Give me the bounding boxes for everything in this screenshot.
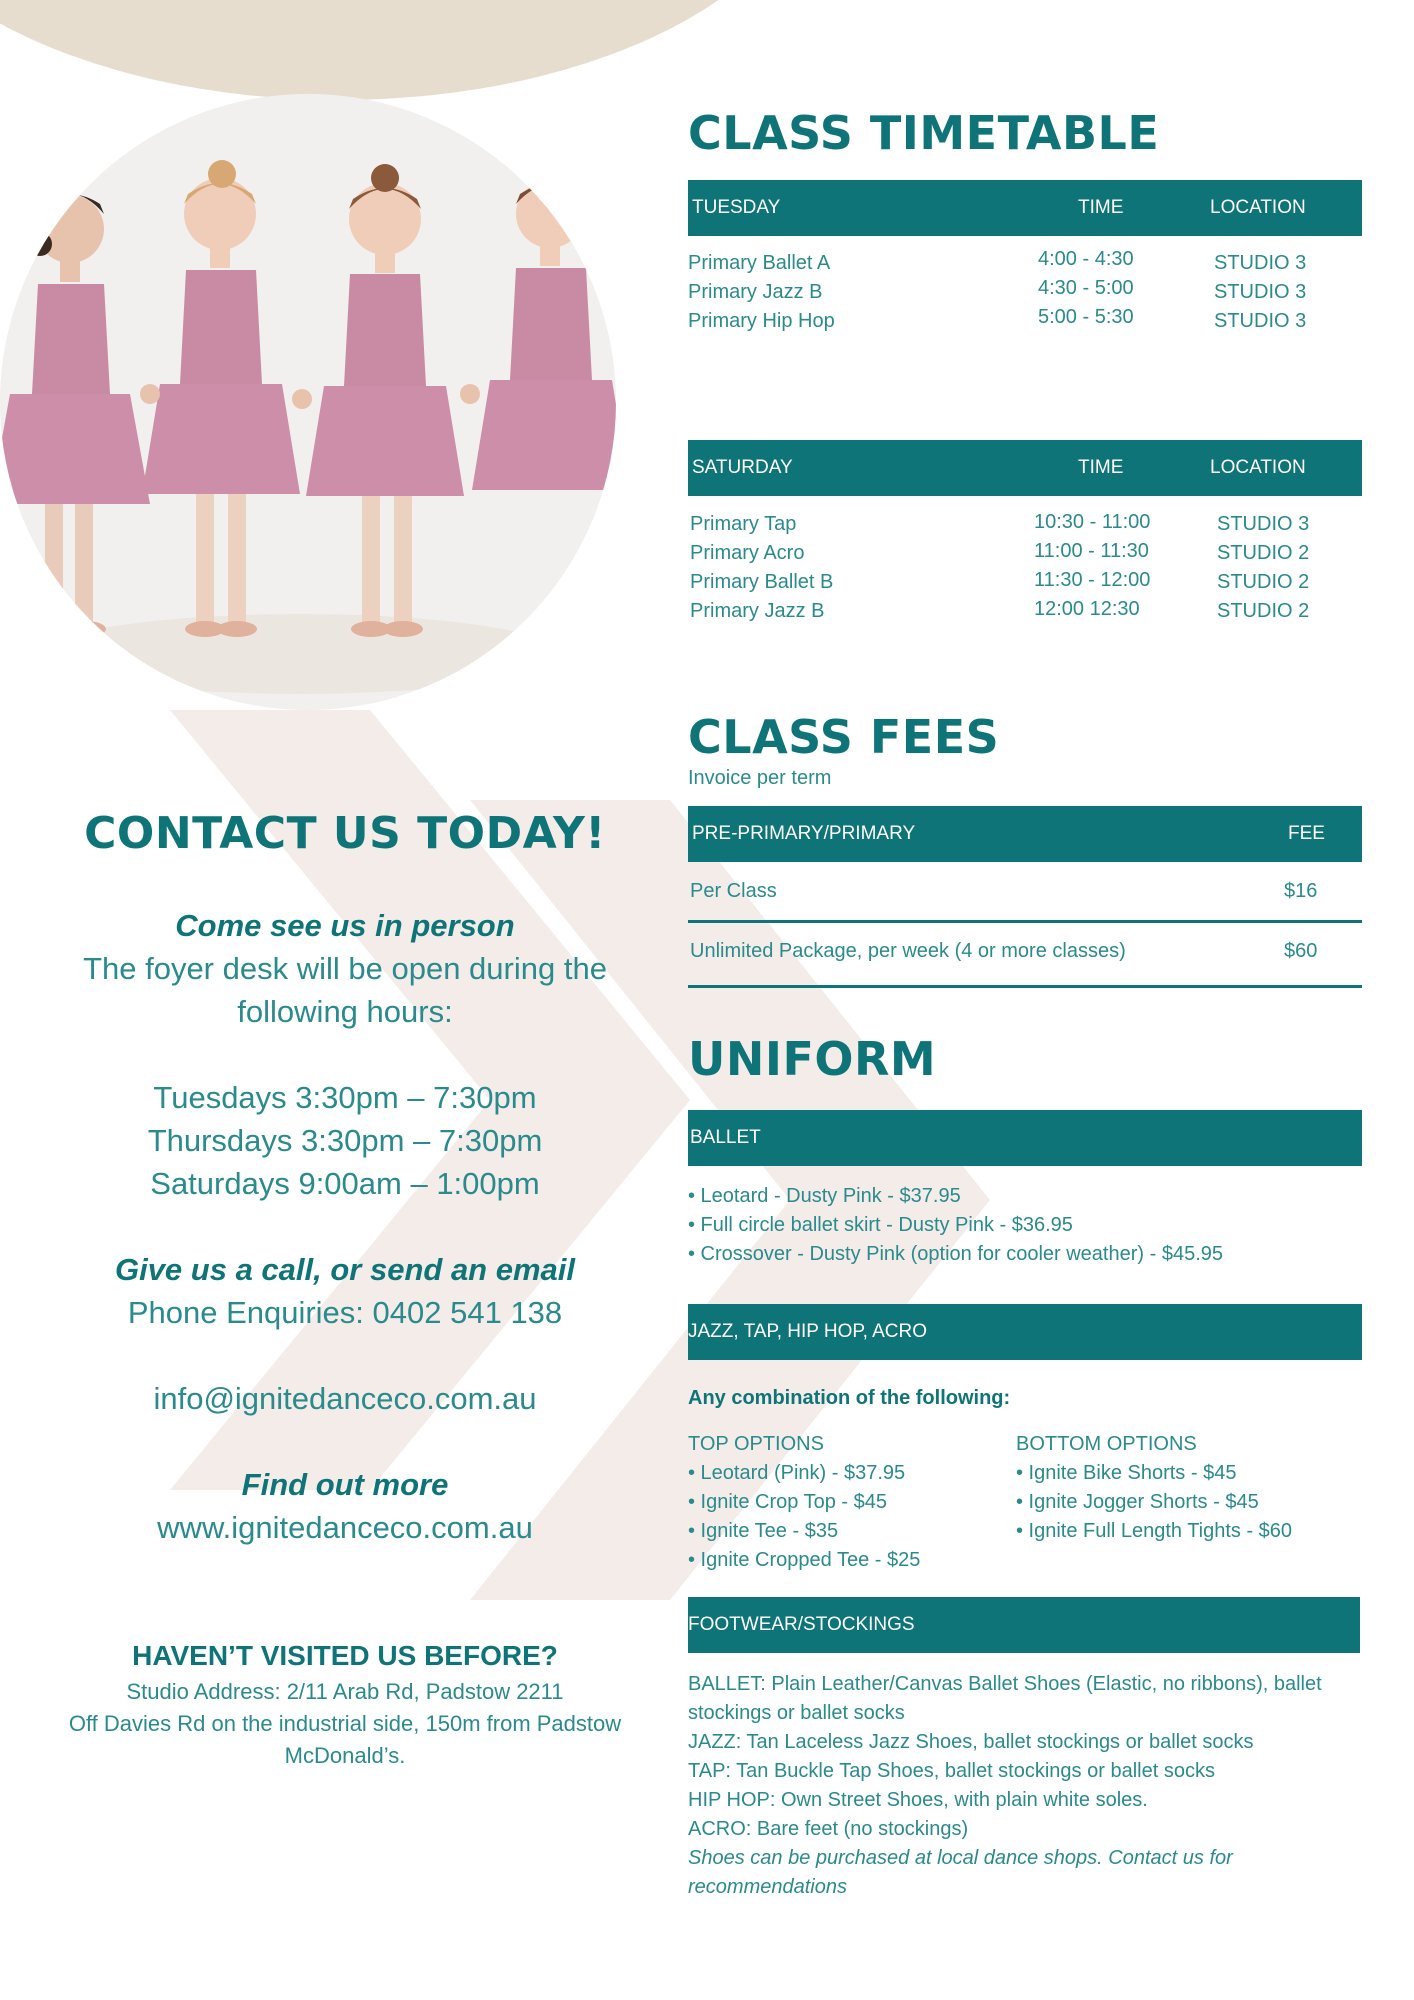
contact-title: CONTACT US TODAY! [84,808,606,859]
tuesday-header-day: TUESDAY [692,197,781,218]
footwear-line: ACRO: Bare feet (no stockings) [688,1818,969,1840]
phone-text: Phone Enquiries: 0402 541 138 [127,1295,563,1330]
saturday-time: 12:00 12:30 [1034,598,1140,620]
tuesday-location: STUDIO 3 [1214,281,1307,303]
tuesday-class: Primary Hip Hop [688,310,835,332]
top-option: • Leotard (Pink) - $37.95 [688,1462,906,1484]
fees-header-category: PRE-PRIMARY/PRIMARY [692,823,916,844]
top-option: • Ignite Tee - $35 [688,1520,839,1542]
fee-divider [688,920,1362,923]
tuesday-location: STUDIO 3 [1214,252,1307,274]
tuesday-time: 4:00 - 4:30 [1038,248,1134,270]
top-options-title: TOP OPTIONS [688,1433,824,1455]
bottom-option: • Ignite Jogger Shorts - $45 [1016,1491,1259,1513]
tuesday-header-time: TIME [1078,197,1124,218]
ballet-item: • Full circle ballet skirt - Dusty Pink - $36.95 [688,1214,1073,1236]
ballet-items [688,1182,1223,1269]
foyer-text: The foyer desk will be open during the [83,951,607,986]
timetable-title: CLASS TIMETABLE [688,106,1160,160]
ballet-header-label: BALLET [690,1127,761,1148]
saturday-location: STUDIO 2 [1217,542,1310,564]
saturday-class: Primary Acro [690,542,805,564]
ballet-item: • Leotard - Dusty Pink - $37.95 [688,1185,961,1207]
address-line: Studio Address: 2/11 Arab Rd, Padstow 2211 [126,1679,564,1704]
fee-item: Unlimited Package, per week (4 or more classes) [690,940,1126,962]
saturday-time-list [1034,508,1150,624]
tuesday-class: Primary Ballet A [688,252,831,274]
fees-subtitle: Invoice per term [688,767,832,789]
fee-item: Per Class [690,880,777,902]
find-more-heading: Find out more [241,1467,449,1502]
footwear-note: recommendations [688,1876,847,1898]
top-option: • Ignite Cropped Tee - $25 [688,1549,921,1571]
tuesday-time-list [1038,245,1134,332]
bottom-options-title: BOTTOM OPTIONS [1016,1433,1197,1455]
jazz-intro: Any combination of the following: [688,1387,1011,1409]
fees-header-fee: FEE [1288,823,1325,844]
saturday-location: STUDIO 3 [1217,513,1310,535]
bottom-options [1016,1430,1292,1546]
tuesday-location-list [1214,249,1306,336]
ballet-header [688,1110,1362,1166]
saturday-location-list [1217,510,1309,626]
bottom-option: • Ignite Full Length Tights - $60 [1016,1520,1293,1542]
saturday-header [688,440,1362,496]
tuesday-time: 4:30 - 5:00 [1038,277,1134,299]
bottom-option: • Ignite Bike Shorts - $45 [1016,1462,1237,1484]
hours-line: Thursdays 3:30pm – 7:30pm [147,1123,543,1158]
fees-title: CLASS FEES [688,710,1000,764]
saturday-location: STUDIO 2 [1217,600,1310,622]
tuesday-class-list [688,249,835,336]
hours-line: Saturdays 9:00am – 1:00pm [150,1166,540,1201]
decorative-arc [0,0,820,100]
website-link[interactable]: www.ignitedanceco.com.au [157,1510,533,1545]
jazz-header [688,1304,1362,1360]
footwear-line: TAP: Tan Buckle Tap Shoes, ballet stockings or ballet socks [688,1760,1215,1782]
footwear-line: HIP HOP: Own Street Shoes, with plain white soles. [688,1789,1148,1811]
top-option: • Ignite Crop Top - $45 [688,1491,887,1513]
footwear-list [688,1670,1368,1902]
footwear-line: stockings or ballet socks [688,1702,905,1724]
saturday-location: STUDIO 2 [1217,571,1310,593]
address-line: Off Davies Rd on the industrial side, 150m from Padstow [68,1711,622,1736]
fees-header [688,806,1362,862]
fee-value: $60 [1284,940,1318,962]
dancers-illustration [0,94,616,710]
footwear-line: BALLET: Plain Leather/Canvas Ballet Shoes (Elastic, no ribbons), ballet [688,1673,1322,1695]
saturday-class: Primary Jazz B [690,600,825,622]
call-heading: Give us a call, or send an email [114,1252,576,1287]
saturday-class-list [690,510,833,626]
fee-divider [688,985,1362,988]
saturday-time: 10:30 - 11:00 [1034,511,1151,533]
saturday-time: 11:00 - 11:30 [1034,540,1149,562]
foyer-text: following hours: [237,994,453,1029]
tuesday-header [688,180,1362,236]
hours-line: Tuesdays 3:30pm – 7:30pm [153,1080,537,1115]
fee-value: $16 [1284,880,1318,902]
footwear-line: JAZZ: Tan Laceless Jazz Shoes, ballet stockings or ballet socks [688,1731,1254,1753]
saturday-header-day: SATURDAY [692,457,793,478]
email-link[interactable]: info@ignitedanceco.com.au [153,1381,537,1416]
footwear-header [688,1597,1360,1653]
ballet-item: • Crossover - Dusty Pink (option for cooler weather) - $45.95 [688,1243,1223,1265]
saturday-header-location: LOCATION [1210,457,1306,478]
address-line: McDonald’s. [284,1743,406,1768]
in-person-heading: Come see us in person [175,908,515,943]
tuesday-time: 5:00 - 5:30 [1038,306,1134,328]
saturday-header-time: TIME [1078,457,1124,478]
tuesday-class: Primary Jazz B [688,281,823,303]
tuesday-location: STUDIO 3 [1214,310,1307,332]
footwear-header-label: FOOTWEAR/STOCKINGS [688,1614,915,1635]
saturday-time: 11:30 - 12:00 [1034,569,1151,591]
tuesday-header-location: LOCATION [1210,197,1306,218]
saturday-class: Primary Ballet B [690,571,834,593]
visit-heading: HAVEN’T VISITED US BEFORE? [132,1640,558,1671]
footwear-note: Shoes can be purchased at local dance shops. Contact us for [688,1847,1233,1869]
dancers-photo [0,94,616,710]
jazz-header-label: JAZZ, TAP, HIP HOP, ACRO [688,1321,927,1342]
top-options [688,1430,920,1575]
uniform-title: UNIFORM [688,1032,937,1086]
saturday-class: Primary Tap [690,513,797,535]
